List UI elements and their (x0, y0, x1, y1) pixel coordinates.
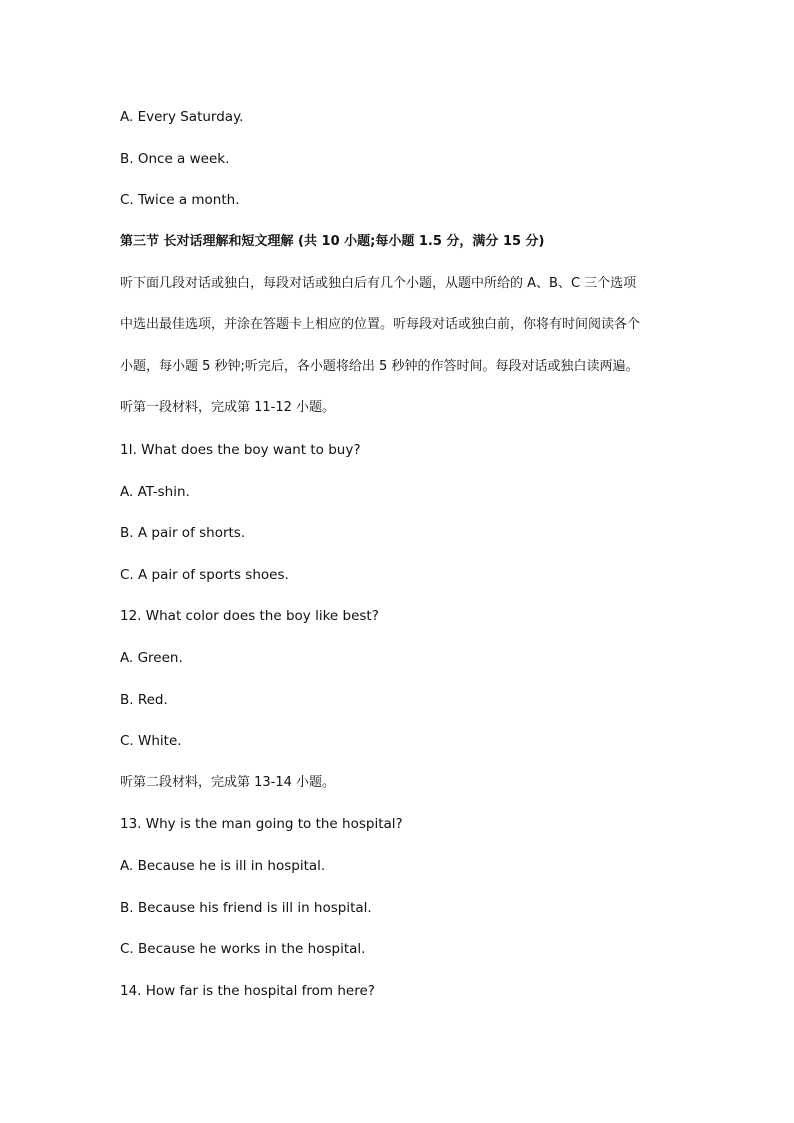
option-10a: A. Every Saturday. (120, 109, 244, 125)
option-12b: B. Red. (120, 692, 168, 708)
instruction-line-1: 听下面几段对话或独白，每段对话或独白后有几个小题，从题中所给的 A、B、C 三个选项 (120, 276, 637, 291)
question-13: 13. Why is the man going to the hospital? (120, 816, 403, 832)
option-10c: C. Twice a month. (120, 192, 240, 208)
material-1-note: 听第一段材料，完成第 11-12 小题。 (120, 400, 336, 415)
instruction-line-3: 小题，每小题 5 秒钟;听完后，各小题将给出 5 秒钟的作答时间。每段对话或独白读两遍。 (120, 359, 639, 374)
option-13b: B. Because his friend is ill in hospital. (120, 900, 372, 916)
section-heading: 第三节 长对话理解和短文理解 (共 10 小题;每小题 1.5 分，满分 15 分) (120, 234, 545, 249)
instruction-line-2: 中选出最佳选项，并涂在答题卡上相应的位置。听每段对话或独白前，你将有时间阅读各个 (120, 317, 641, 332)
option-13c: C. Because he works in the hospital. (120, 941, 366, 957)
option-11a: A. AT-shin. (120, 484, 190, 500)
material-2-note: 听第二段材料，完成第 13-14 小题。 (120, 775, 336, 790)
question-12: 12. What color does the boy like best? (120, 608, 379, 624)
option-11b: B. A pair of shorts. (120, 525, 246, 541)
question-11: 1I. What does the boy want to buy? (120, 442, 361, 458)
question-14: 14. How far is the hospital from here? (120, 983, 375, 999)
option-13a: A. Because he is ill in hospital. (120, 858, 326, 874)
option-11c: C. A pair of sports shoes. (120, 567, 289, 583)
option-10b: B. Once a week. (120, 151, 230, 167)
option-12c: C. White. (120, 733, 182, 749)
option-12a: A. Green. (120, 650, 183, 666)
